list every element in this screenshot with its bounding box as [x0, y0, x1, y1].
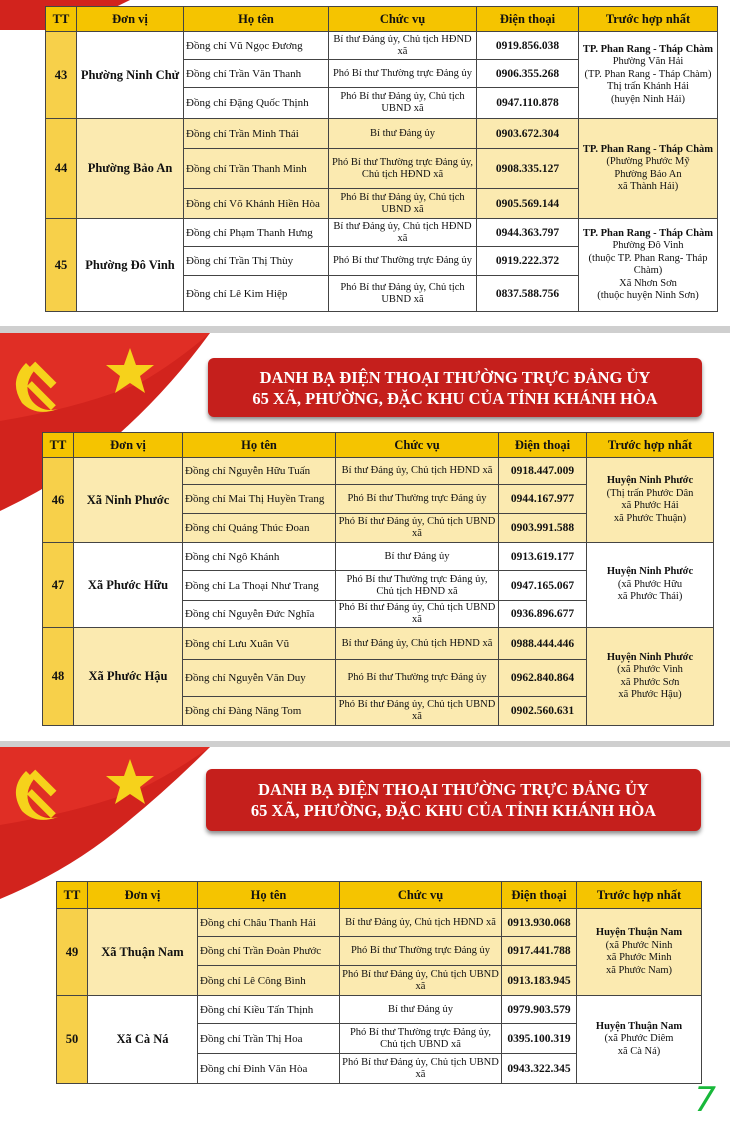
- person-role: Phó Bí thư Thường trực Đảng ủy, Chủ tịch HĐND xã: [336, 571, 499, 601]
- banner-line-1: DANH BẠ ĐIỆN THOẠI THƯỜNG TRỰC ĐẢNG ỦY: [259, 367, 651, 387]
- person-phone[interactable]: 0902.560.631: [499, 697, 587, 726]
- person-role: Phó Bí thư Đảng ủy, Chủ tịch UBND xã: [336, 697, 499, 726]
- header-prev: Trước hợp nhất: [577, 882, 702, 909]
- person-phone[interactable]: 0913.930.068: [502, 909, 577, 937]
- unit-name: Xã Ninh Phước: [74, 458, 183, 543]
- unit-name: Xã Cà Ná: [88, 996, 198, 1084]
- person-name: Đồng chí Nguyễn Đức Nghĩa: [183, 601, 336, 628]
- previous-units: [577, 909, 702, 996]
- person-role: Phó Bí thư Thường trực Đảng ủy: [340, 937, 502, 966]
- person-role: Bí thư Đảng ủy, Chủ tịch HĐND xã: [329, 32, 477, 60]
- banner-line-2: 65 XÃ, PHƯỜNG, ĐẶC KHU CỦA TỈNH KHÁNH HÒA: [252, 388, 658, 408]
- person-name: Đồng chí Trần Minh Thái: [184, 119, 329, 149]
- header-role: Chức vụ: [336, 433, 499, 458]
- person-phone[interactable]: 0988.444.446: [499, 628, 587, 660]
- banner-line-2: 65 XÃ, PHƯỜNG, ĐẶC KHU CỦA TỈNH KHÁNH HÒA: [250, 801, 657, 820]
- section-page-top: [0, 0, 730, 326]
- person-role: Phó Bí thư Đảng ủy, Chủ tịch UBND xã: [340, 966, 502, 996]
- person-phone[interactable]: 0936.896.677: [499, 601, 587, 628]
- page-number: 7: [694, 1080, 716, 1120]
- directory-table-b: [42, 432, 714, 726]
- person-name: Đồng chí Đinh Văn Hòa: [198, 1054, 340, 1084]
- header-role: Chức vụ: [340, 882, 502, 909]
- person-name: Đồng chí Trần Thị Hoa: [198, 1024, 340, 1054]
- unit-name: Phường Bảo An: [77, 119, 184, 219]
- header-name: Họ tên: [198, 882, 340, 909]
- previous-units-head: TP. Phan Rang - Tháp Chàm: [582, 227, 714, 239]
- header-phone: Điện thoại: [499, 433, 587, 458]
- header-name: Họ tên: [184, 7, 329, 32]
- header-tt: TT: [46, 7, 77, 32]
- header-prev: Trước hợp nhất: [587, 433, 714, 458]
- previous-units: [587, 458, 714, 543]
- table-row: [46, 32, 718, 60]
- unit-number: 46: [43, 458, 74, 543]
- person-role: Phó Bí thư Thường trực Đảng ủy: [336, 660, 499, 697]
- table-row: [46, 219, 718, 247]
- person-phone[interactable]: 0962.840.864: [499, 660, 587, 697]
- unit-number: 45: [46, 219, 77, 312]
- person-role: Phó Bí thư Đảng ủy, Chủ tịch UBND xã: [329, 276, 477, 312]
- person-role: Phó Bí thư Đảng ủy, Chủ tịch UBND xã: [336, 514, 499, 543]
- person-phone[interactable]: 0919.856.038: [477, 32, 579, 60]
- person-name: Đồng chí Trần Văn Thanh: [184, 60, 329, 88]
- section-page-middle: [0, 333, 730, 741]
- person-role: Bí thư Đảng ủy, Chủ tịch HĐND xã: [336, 628, 499, 660]
- person-phone[interactable]: 0395.100.319: [502, 1024, 577, 1054]
- person-role: Bí thư Đảng ủy: [336, 543, 499, 571]
- person-phone[interactable]: 0906.355.268: [477, 60, 579, 88]
- table-row: [46, 119, 718, 149]
- previous-units: [579, 219, 718, 312]
- directory-banner: [206, 769, 701, 831]
- person-name: Đồng chí Trần Thanh Minh: [184, 149, 329, 189]
- person-role: Bí thư Đảng ủy: [329, 119, 477, 149]
- person-name: Đồng chí Nguyễn Hữu Tuấn: [183, 458, 336, 485]
- previous-units: [577, 996, 702, 1084]
- table-row: [43, 628, 714, 660]
- unit-number: 47: [43, 543, 74, 628]
- person-name: Đồng chí Kiều Tấn Thịnh: [198, 996, 340, 1024]
- previous-unit-line: Xã Nhơn Sơn: [619, 277, 677, 289]
- person-name: Đồng chí Châu Thanh Hải: [198, 909, 340, 937]
- person-phone[interactable]: 0908.335.127: [477, 149, 579, 189]
- previous-unit-line: (xã Phước Ninh: [605, 939, 673, 951]
- person-name: Đồng chí Quảng Thúc Đoan: [183, 514, 336, 543]
- previous-unit-line: xã Phước Sơn: [620, 676, 680, 688]
- previous-unit-line: (Thị trấn Phước Dân: [606, 487, 694, 499]
- previous-unit-line: xã Phước Minh: [606, 952, 672, 963]
- person-phone[interactable]: 0903.672.304: [477, 119, 579, 149]
- person-role: Phó Bí thư Đảng ủy, Chủ tịch UBND xã: [336, 601, 499, 628]
- person-role: Phó Bí thư Thường trực Đảng ủy, Chủ tịch HĐND xã: [329, 149, 477, 189]
- header-prev: Trước hợp nhất: [579, 7, 718, 32]
- previous-unit-line: (xã Phước Diêm: [604, 1033, 674, 1045]
- person-name: Đồng chí Võ Khánh Hiền Hòa: [184, 189, 329, 219]
- person-phone[interactable]: 0913.619.177: [499, 543, 587, 571]
- header-role: Chức vụ: [329, 7, 477, 32]
- banner-line-1: DANH BẠ ĐIỆN THOẠI THƯỜNG TRỰC ĐẢNG ỦY: [258, 780, 649, 799]
- person-phone[interactable]: 0837.588.756: [477, 276, 579, 312]
- previous-unit-line: (thuộc TP. Phan Rang- Tháp Chàm): [588, 252, 708, 276]
- directory-banner: [208, 358, 702, 417]
- person-name: Đồng chí Đặng Quốc Thịnh: [184, 88, 329, 119]
- unit-name: Xã Thuận Nam: [88, 909, 198, 996]
- header-unit: Đơn vị: [74, 433, 183, 458]
- person-role: Phó Bí thư Đảng ủy, Chủ tịch UBND xã: [329, 88, 477, 119]
- previous-unit-line: xã Phước Thái): [617, 591, 683, 603]
- previous-unit-line: Thị trấn Khánh Hải: [607, 81, 689, 93]
- table-row: [57, 909, 702, 937]
- person-name: Đồng chí Lưu Xuân Vũ: [183, 628, 336, 660]
- person-name: Đồng chí Ngô Khánh: [183, 543, 336, 571]
- previous-unit-line: (TP. Phan Rang - Tháp Chàm): [584, 68, 712, 80]
- person-name: Đồng chí Trần Đoàn Phước: [198, 937, 340, 966]
- person-role: Bí thư Đảng ủy: [340, 996, 502, 1024]
- previous-unit-line: xã Phước Hậu): [618, 689, 682, 700]
- person-role: Phó Bí thư Thường trực Đảng ủy: [329, 247, 477, 276]
- previous-unit-line: xã Cà Ná): [617, 1045, 661, 1057]
- previous-unit-line: (xã Phước Hữu: [617, 578, 683, 590]
- unit-number: 43: [46, 32, 77, 119]
- flag-hammer-sickle-icon: [0, 747, 210, 902]
- person-phone[interactable]: 0979.903.579: [502, 996, 577, 1024]
- previous-units-head: Huyện Thuận Nam: [595, 927, 683, 938]
- person-name: Đồng chí Trần Thị Thùy: [184, 247, 329, 276]
- person-phone[interactable]: 0944.167.977: [499, 485, 587, 514]
- previous-unit-line: Phường Bảo An: [614, 168, 682, 180]
- person-phone[interactable]: 0905.569.144: [477, 189, 579, 219]
- previous-units-head: Huyện Ninh Phước: [606, 651, 694, 663]
- previous-units-head: TP. Phan Rang - Tháp Chàm: [582, 43, 714, 55]
- previous-units: [587, 543, 714, 628]
- table-row: [57, 996, 702, 1024]
- previous-unit-line: Phường Văn Hải: [612, 56, 684, 68]
- unit-name: Xã Phước Hữu: [74, 543, 183, 628]
- previous-unit-line: xã Phước Hải: [621, 500, 679, 511]
- previous-units: [579, 32, 718, 119]
- person-name: Đồng chí Vũ Ngọc Đương: [184, 32, 329, 60]
- person-phone[interactable]: 0944.363.797: [477, 219, 579, 247]
- unit-number: 50: [57, 996, 88, 1084]
- section-page-bottom: [0, 747, 730, 1121]
- previous-unit-line: xã Phước Nam): [605, 964, 673, 976]
- previous-units-head: TP. Phan Rang - Tháp Chàm: [582, 143, 714, 155]
- person-name: Đồng chí Lê Công Bình: [198, 966, 340, 996]
- person-role: Phó Bí thư Thường trực Đảng ủy: [336, 485, 499, 514]
- unit-name: Phường Đô Vinh: [77, 219, 184, 312]
- person-phone[interactable]: 0919.222.372: [477, 247, 579, 276]
- previous-units: [579, 119, 718, 219]
- person-role: Bí thư Đảng ủy, Chủ tịch HĐND xã: [340, 909, 502, 937]
- unit-number: 49: [57, 909, 88, 996]
- previous-units-head: Huyện Thuận Nam: [595, 1020, 683, 1032]
- unit-name: Xã Phước Hậu: [74, 628, 183, 726]
- person-phone[interactable]: 0903.991.588: [499, 514, 587, 543]
- header-phone: Điện thoại: [502, 882, 577, 909]
- previous-unit-line: xã Phước Thuận): [613, 512, 687, 524]
- previous-unit-line: (xã Phước Vinh: [617, 664, 683, 675]
- header-unit: Đơn vị: [88, 882, 198, 909]
- directory-table-c: [56, 881, 702, 1084]
- person-phone[interactable]: 0947.110.878: [477, 88, 579, 119]
- person-name: Đồng chí Đàng Năng Tom: [183, 697, 336, 726]
- person-role: Phó Bí thư Thường trực Đảng ủy, Chủ tịch UBND xã: [340, 1024, 502, 1054]
- page-divider: [0, 326, 730, 333]
- person-name: Đồng chí Nguyễn Văn Duy: [183, 660, 336, 697]
- header-tt: TT: [43, 433, 74, 458]
- person-phone[interactable]: 0918.447.009: [499, 458, 587, 485]
- header-name: Họ tên: [183, 433, 336, 458]
- table-row: [43, 543, 714, 571]
- person-name: Đồng chí Lê Kim Hiệp: [184, 276, 329, 312]
- person-name: Đồng chí La Thoại Như Trang: [183, 571, 336, 601]
- person-phone[interactable]: 0913.183.945: [502, 966, 577, 996]
- previous-units-head: Huyện Ninh Phước: [606, 475, 694, 486]
- person-role: Bí thư Đảng ủy, Chủ tịch HĐND xã: [329, 219, 477, 247]
- person-phone[interactable]: 0947.165.067: [499, 571, 587, 601]
- previous-units: [587, 628, 714, 726]
- previous-unit-line: (huyện Ninh Hải): [610, 93, 686, 105]
- previous-unit-line: (thuộc huyện Ninh Sơn): [597, 290, 699, 301]
- person-name: Đồng chí Phạm Thanh Hưng: [184, 219, 329, 247]
- person-role: Phó Bí thư Đảng ủy, Chủ tịch UBND xã: [329, 189, 477, 219]
- person-role: Phó Bí thư Thường trực Đảng ủy: [329, 60, 477, 88]
- person-phone[interactable]: 0943.322.345: [502, 1054, 577, 1084]
- previous-units-head: Huyện Ninh Phước: [606, 566, 694, 578]
- unit-number: 48: [43, 628, 74, 726]
- header-unit: Đơn vị: [77, 7, 184, 32]
- person-name: Đồng chí Mai Thị Huyền Trang: [183, 485, 336, 514]
- previous-unit-line: (Phường Phước Mỹ: [606, 156, 690, 167]
- previous-unit-line: Phường Đô Vinh: [612, 240, 684, 251]
- previous-unit-line: xã Thành Hải): [617, 181, 679, 192]
- header-tt: TT: [57, 882, 88, 909]
- directory-table-a: [45, 6, 718, 312]
- table-row: [43, 458, 714, 485]
- person-role: Bí thư Đảng ủy, Chủ tịch HĐND xã: [336, 458, 499, 485]
- person-phone[interactable]: 0917.441.788: [502, 937, 577, 966]
- unit-number: 44: [46, 119, 77, 219]
- unit-name: Phường Ninh Chử: [77, 32, 184, 119]
- person-role: Phó Bí thư Đảng ủy, Chủ tịch UBND xã: [340, 1054, 502, 1084]
- header-phone: Điện thoại: [477, 7, 579, 32]
